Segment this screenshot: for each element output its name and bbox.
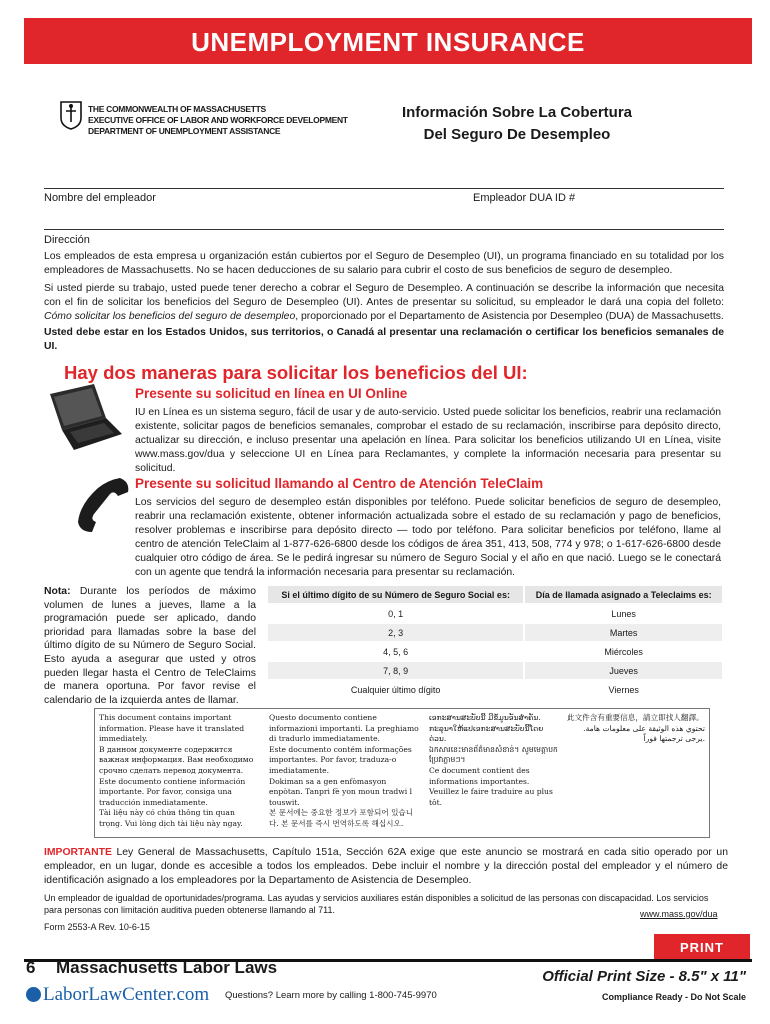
equal-opportunity-statement: Un empleador de igualdad de oportunidades/programa. Las ayudas y servicios auxiliares están disponibles a solicitud de las personas con discapacidad. Los servicios para personas con limitación auditiva pueden obtenerse llamando al 711.	[44, 893, 709, 915]
multilingual-notice-box	[94, 708, 710, 838]
phone-heading: Presente su solicitud llamando al Centro de Atención TeleClaim	[135, 476, 544, 491]
logo-mark-icon	[26, 987, 41, 1002]
table-row: 0, 1 Lunes	[267, 604, 723, 623]
phone-body: Los servicios del seguro de desempleo están disponibles por teléfono. Puede solicitar beneficios de seguro de desempleo, reabrir una reclamación existente, obtener información actualizada sobre el estado de su reclamación y pago de beneficios, resolver problemas e inscribirse para depósito directo — todo por teléfono. Para solicitar beneficios por teléfono, llame al centro de atención TeleClaim al 1-877-626-6800 desde los códigos de área 351, 413, 508, 774 y 978; o 1-617-626-6800 desde cualquier otro código de área. Se le pedirá ingresar su número de Seguro Social y el año en que nació. Luego se le conectará con un agente que tendrá la información necesaria para presentar su reclamación.	[135, 497, 721, 578]
dua-url-link[interactable]: www.mass.gov/dua	[640, 909, 718, 919]
table-header: Si el último dígito de su Número de Seguro Social es:	[267, 585, 524, 604]
agency-name: THE COMMONWEALTH OF MASSACHUSETTS EXECUTIVE OFFICE OF LABOR AND WORKFORCE DEVELOPMENT DEPARTMENT OF UNEMPLOYMENT ASSISTANCE	[88, 104, 348, 136]
laborlawcenter-logo[interactable]: LaborLawCenter.com	[26, 984, 209, 1006]
employer-line	[44, 188, 724, 189]
ways-heading: Hay dos maneras para solicitar los beneficios del UI:	[64, 362, 528, 383]
employer-name-label: Nombre del empleador	[44, 192, 156, 204]
table-row: 2, 3 Martes	[267, 623, 723, 642]
table-row: Cualquier último dígito Viernes	[267, 680, 723, 699]
intro-paragraph-2: Si usted pierde su trabajo, usted puede tener derecho a cobrar el Seguro de Desempleo. A continuación se describe la información que necesita con el fin de solicitar los beneficios del Seguro de Desempleo (UI). Antes de presentar su solicitud, su empleador le dará una copia del folleto: Cómo solicitar los beneficios del seguro de desempleo, proporcionado por el Departamento de Asistencia por Desempleo (DUA) de Massachusetts.	[44, 283, 724, 322]
intro-paragraph-1: Los empleados de esta empresa u organización están cubiertos por el Seguro de Desempleo (UI), un programa financiado en su totalidad por los empleadores de Massachusetts. No se hacen deducciones de su salario para cubrir el costo de sus beneficios de seguro de desempleo.	[44, 251, 724, 276]
online-body: IU en Línea es un sistema seguro, fácil de usar y de auto-servicio. Usted puede solicitar los beneficios, reabrir una reclamación existente, solicitar pagos de beneficios semanales, comprobar el estado de su reclamación, inscribirse para depósito directo, actualizar su dirección, e incluso presentar una apelación en línea. Para solicitar los beneficios utilizando UI en Línea, visite www.mass.gov/dua y seleccione UI en Línea para Reclamantes, y complete la información necesaria para presentar su solicitud.	[135, 407, 721, 474]
important-paragraph: IMPORTANTE Ley General de Massachusetts, Capítulo 151a, Sección 62A exige que este anuncio se mostrará en cada sitio operado por un empleador, en un lugar, donde es accesible a todos los empleados. Debe incluir el nombre y la dirección postal del empleador y el número de identificación asignado a los empleadores por la Departamento de Asistencia de Desempleo.	[44, 847, 728, 886]
address-line	[44, 229, 724, 230]
document-title: Información Sobre La Cobertura Del Seguro De Desempleo	[401, 104, 633, 143]
intro-paragraph-3: Usted debe estar en los Estados Unidos, sus territorios, o Canadá al presentar una reclamación o certificar los beneficios semanales de UI.	[44, 327, 724, 352]
table-row: 7, 8, 9 Jueves	[267, 661, 723, 680]
address-label: Dirección	[44, 234, 90, 246]
employer-id-label: Empleador DUA ID #	[473, 192, 576, 204]
notice-column-4: 此文件含有重要信息，請立即找人翻譯。 تحتوي هذه الوثيقة على معلومات هامة. يرجى ترجمتها فوراً.	[567, 713, 705, 744]
title-banner	[24, 18, 752, 64]
notice-column-1: This document contains important information. Please have it translated immediately. В данном документе содержится важная информация. Вам необходимо срочно сделать перевод документа. Este documento contiene información importante. Por favor, consiga una traducción inmediatamente. Tài liệu này có chứa thông tin quan trọng. Vui lòng dịch tài liệu này ngay.	[99, 713, 254, 828]
banner-title: UNEMPLOYMENT INSURANCE	[191, 27, 585, 57]
notice-column-3: ເອກະສານສະບັບນີ້ ມີຂໍ້ມູນອັນສໍາຄັນ. ກະລຸນາໃຫ້ແປເອກະສານສະບັບນີ້ໂດຍດ່ວນ. ឯកសារនេះមានព័ត៌មានសំខាន់។ សូមមេត្តាបកប្រែវាភ្លាមៗ។ Ce document contient des informations importantes. Veuillez le faire traduire au plus tôt.	[429, 713, 558, 807]
table-row: 4, 5, 6 Miércoles	[267, 642, 723, 661]
compliance-label: Compliance Ready - Do Not Scale	[601, 992, 746, 1002]
note-paragraph: Nota: Durante los períodos de máximo volumen de lunes a jueves, llame a la programación puede ser aplicado, dando prioridad para llamadas sobre la base del último dígito de su Número de Seguro Social. Esto ayuda a asegurar que usted y otros pueden llegar hasta el Centro de TeleClaims de manera oportuna. Por favor revise el calendario de la izquierda antes de llamar.	[44, 586, 256, 706]
laptop-icon	[44, 384, 124, 454]
teleclaim-schedule-table	[266, 584, 724, 700]
table-header: Día de llamada asignado a Teleclaims es:	[524, 585, 723, 604]
telephone-icon	[74, 474, 134, 534]
publication-title: Massachusetts Labor Laws	[56, 958, 278, 977]
form-number: Form 2553-A Rev. 10-6-15	[44, 922, 150, 932]
questions-text: Questions? Learn more by calling 1-800-745-9970	[225, 990, 437, 1001]
state-seal-icon	[58, 100, 84, 130]
print-size-label: Official Print Size - 8.5" x 11"	[542, 968, 746, 985]
online-heading: Presente su solicitud en línea en UI Online	[135, 386, 408, 401]
notice-column-2: Questo documento contiene informazioni importanti. La preghiamo di tradurlo immediatamente. Este documento contém informações importantes. Por favor, traduza-o imediatamente. Dokiman sa a gen enfòmasyon enpòtan. Tanpri fè yon moun tradwi l touswit. 본 문서에는 중요한 정보가 포함되어 있습니다. 본 문서를 즉시 번역하도록 해십시오.	[269, 713, 419, 828]
page-number: 6	[26, 958, 36, 977]
print-button[interactable]: PRINT	[654, 934, 750, 962]
